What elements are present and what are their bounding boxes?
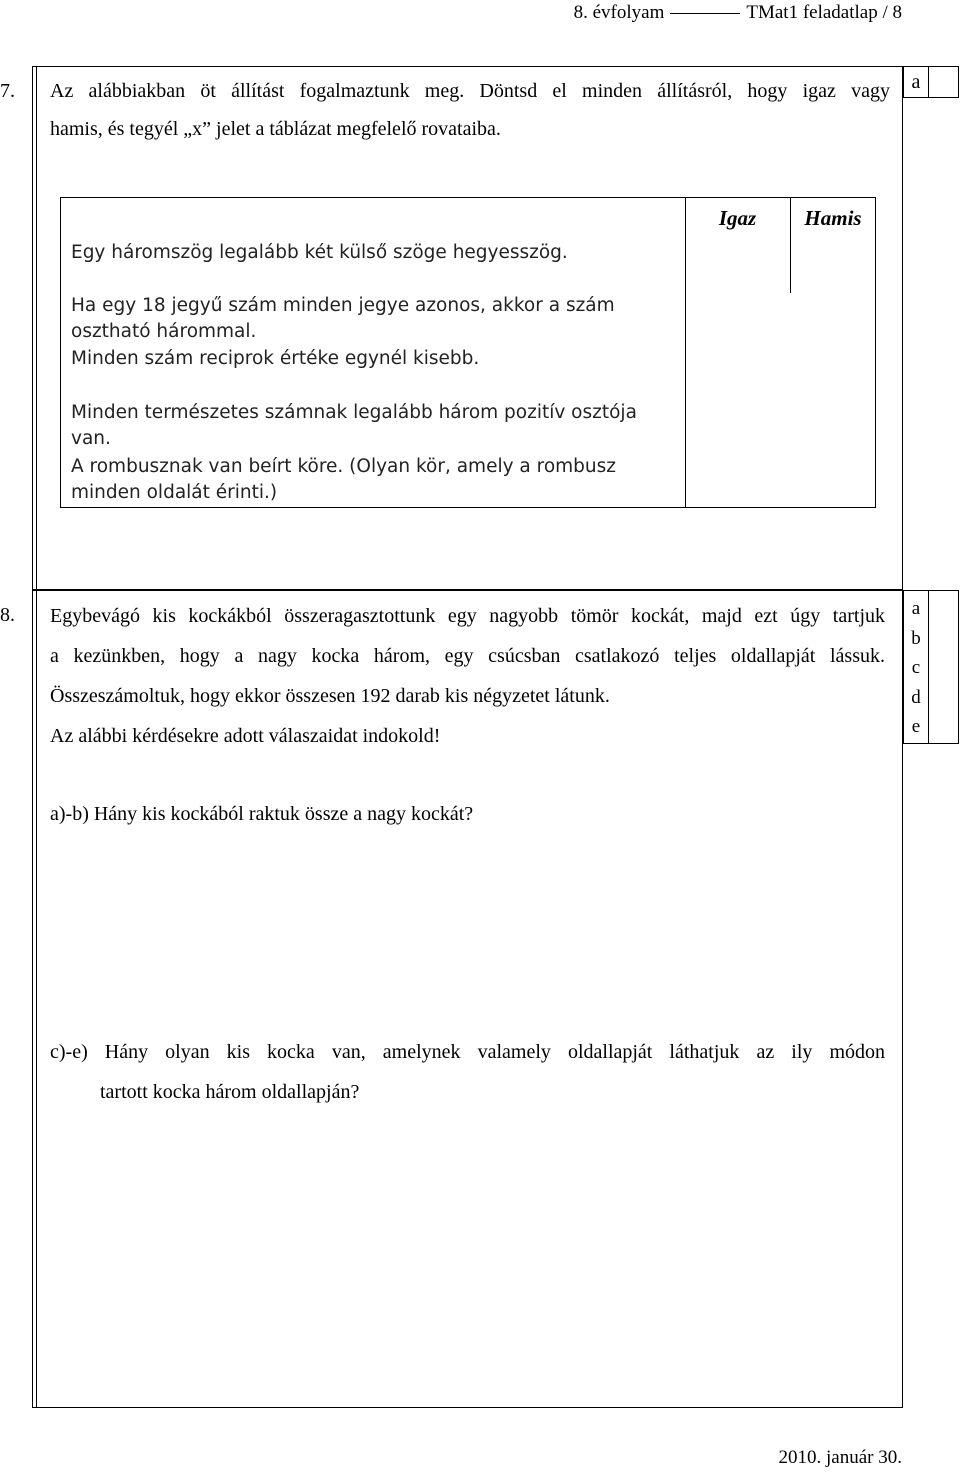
task8-score-label-b: b [911,627,921,649]
footer-date: 2010. január 30. [778,1447,902,1468]
task7-number-divider [36,66,37,590]
statement-row-2 [71,293,681,345]
task8-score-label-d: d [911,686,921,708]
task8-score-label-c: c [911,657,921,678]
task7-score-box [903,66,959,98]
statement-row-4 [71,400,681,452]
question-ce [50,1032,885,1112]
task7-instruction-line2: hamis, és tegyél „x” jelet a táblázat megfelelő rovataiba. [50,118,501,140]
statement-1-text: Egy háromszög legalább két külső szöge hegyesszög. [71,242,568,263]
task8-line2: a kezünkben, hogy a nagy kocka három, egy csúcsban csatlakozó teljes oldallapját lássuk. [50,645,885,667]
question-ab: a)-b) Hány kis kockából raktuk össze a nagy kockát? [50,803,474,825]
page-header [574,2,902,24]
task8-text [50,596,885,756]
question-ce-line2: tartott kocka három oldallapján? [100,1081,360,1103]
statement-2-line1: Ha egy 18 jegyű szám minden jegye azonos, akkor a szám [71,295,615,316]
task7-score-input-a[interactable] [928,66,959,98]
task8-score-input[interactable] [928,590,959,744]
column-header-true: Igaz [718,206,757,230]
header-grade: 8. évfolyam [573,2,665,23]
answer-cell-row1-true[interactable] [686,238,790,293]
statement-2-line2: osztható hárommal. [71,321,257,342]
task8-score-label-e: e [911,716,921,737]
statement-row-5 [71,454,681,506]
header-rule [670,13,740,14]
statement-5-line1: A rombusznak van beírt köre. (Olyan kör, amely a rombusz [71,456,616,477]
question-ce-line1: c)-e) Hány olyan kis kocka van, amelynek valamely oldallapját láthatjuk az ily módon [50,1041,885,1063]
task8-line4: Az alábbi kérdésekre adott válaszaidat indokold! [50,725,441,747]
statement-row-3 [71,346,681,372]
statement-4-line1: Minden természetes számnak legalább három pozitív osztója [71,402,637,423]
header-sheet: TMat1 feladatlap / 8 [746,2,902,23]
statement-4-line2: van. [71,428,111,449]
task8-number-divider [36,590,37,1408]
task8-number: 8. [0,604,15,626]
task7-instruction-line1: Az alábbiakban öt állítást fogalmaztunk meg. Döntsd el minden állításról, hogy igaz vagy [50,80,890,102]
statement-row-1 [71,240,681,266]
statement-3-text: Minden szám reciprok értéke egynél kisebb. [71,348,480,369]
column-header-false: Hamis [804,206,862,230]
task8-line1: Egybevágó kis kockákból összeragasztottunk egy nagyobb tömör kockát, majd ezt úgy tartjuk [50,605,885,627]
answer-cell-row1-false[interactable] [791,238,876,293]
task7-score-label-a: a [903,66,929,98]
task8-line3: Összeszámoltuk, hogy ekkor összesen 192 darab kis négyzetet látunk. [50,685,610,707]
task8-score-box [903,590,959,744]
statement-5-line2: minden oldalát érinti.) [71,482,278,503]
true-false-table [60,197,876,508]
task8-score-label-a: a [911,598,921,619]
task7-instruction [50,72,890,148]
task8-score-labels [903,590,929,744]
task7-number: 7. [0,80,15,102]
